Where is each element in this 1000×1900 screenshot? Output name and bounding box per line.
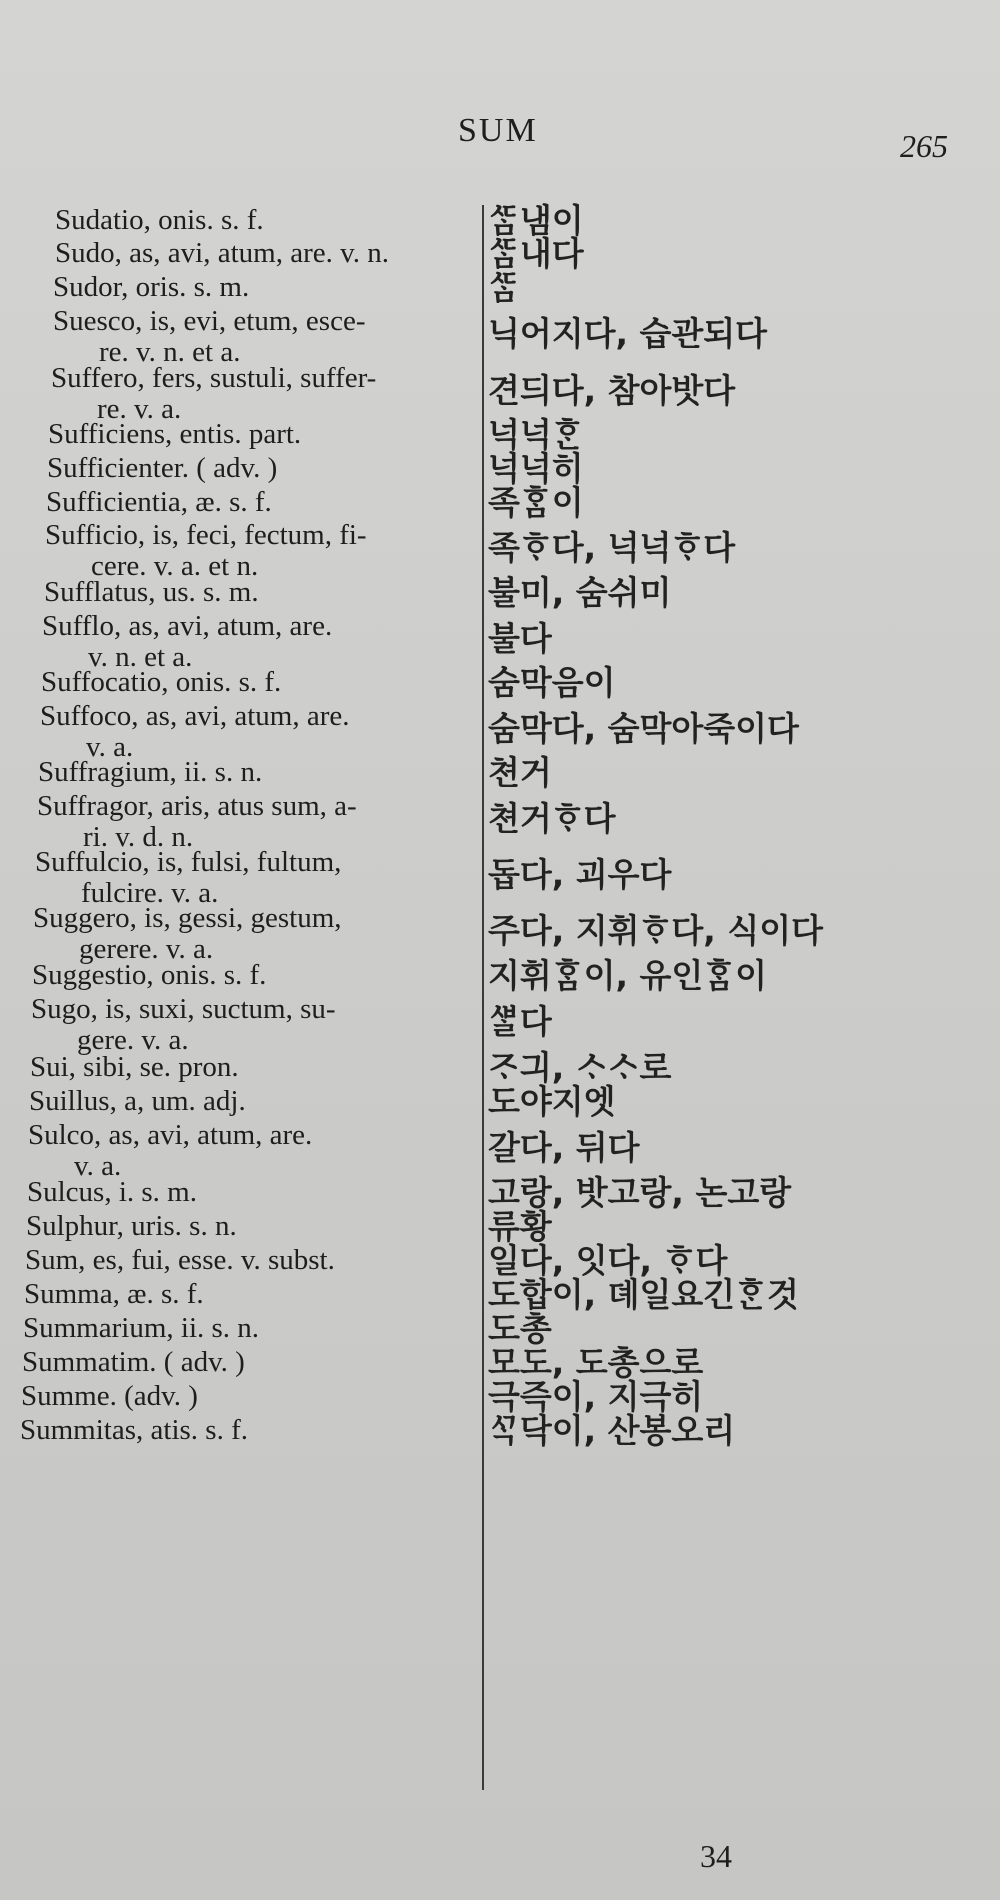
- entry-latin: [53, 272, 249, 303]
- headword-continuation: re. v. a.: [97, 393, 182, 425]
- entry-latin: [25, 1245, 335, 1276]
- entry-korean-definition: ᄭᆞᆨ닥이, 산봉오리: [488, 1411, 736, 1450]
- entry-latin: [41, 667, 281, 698]
- entry-korean-definition: 지휘ᄒᆞᆷ이, 유인ᄒᆞᆷ이: [488, 956, 768, 995]
- entry-latin: [53, 306, 365, 368]
- headword-line: Sufficio, is, feci, fectum, fi-: [45, 519, 367, 551]
- headword-line: Sugo, is, suxi, suctum, su-: [31, 993, 336, 1025]
- entry-latin: [26, 1211, 237, 1242]
- headword-continuation: v. n. et a.: [88, 641, 193, 673]
- entry-korean-definition: 주다, 지휘ᄒᆞ다, 식이다: [488, 911, 823, 950]
- column-divider: [482, 205, 484, 1790]
- entry-korean-definition: 극즉이, 지극히: [488, 1377, 704, 1416]
- entry-latin: [20, 1415, 248, 1446]
- entry-korean-definition: 넉넉ᄒᆞᆫ: [488, 415, 584, 454]
- headword-continuation: re. v. n. et a.: [99, 336, 241, 368]
- headword-line: Sudor, oris. s. m.: [53, 271, 250, 303]
- entry-korean-definition: 도야지엣: [488, 1082, 616, 1121]
- headword-line: Suffragor, aris, atus sum, a-: [37, 790, 357, 822]
- entry-latin: [48, 419, 301, 450]
- entry-latin: [23, 1313, 259, 1344]
- entry-korean-definition: ᄲᆞᆯ다: [488, 1002, 552, 1041]
- entry-korean-definition: 돕다, 괴우다: [488, 855, 672, 894]
- headword-line: Sufflo, as, avi, atum, are.: [42, 610, 333, 642]
- entry-latin: [46, 487, 272, 518]
- headword-line: Sulcus, i. s. m.: [27, 1176, 197, 1208]
- headword-line: Sufflatus, us. s. m.: [44, 576, 259, 608]
- headword-continuation: gerere. v. a.: [79, 933, 214, 965]
- headword-line: Suggestio, onis. s. f.: [32, 959, 267, 991]
- headword-line: Sulco, as, avi, atum, are.: [28, 1119, 313, 1151]
- headword-line: Suesco, is, evi, etum, esce-: [53, 305, 366, 337]
- entry-korean-definition: 고랑, 밧고랑, 논고랑: [488, 1173, 792, 1212]
- headword-line: Summatim. ( adv. ): [22, 1346, 245, 1378]
- entry-latin: [21, 1381, 198, 1412]
- entry-latin: [29, 1086, 246, 1117]
- headword-line: Sudatio, onis. s. f.: [55, 204, 264, 236]
- headword-line: Sufficienter. ( adv. ): [47, 452, 278, 484]
- entry-latin: [47, 453, 277, 484]
- headword-line: Suffulcio, is, fulsi, fultum,: [35, 846, 342, 878]
- headword-line: Suffocatio, onis. s. f.: [41, 666, 282, 698]
- headword-line: Summa, æ. s. f.: [24, 1278, 204, 1310]
- entry-korean-definition: 넉넉히: [488, 449, 584, 488]
- entry-latin: [38, 757, 262, 788]
- entry-korean-definition: 갈다, 뒤다: [488, 1128, 640, 1167]
- entry-korean-definition: 류황: [488, 1207, 552, 1246]
- entry-latin: [55, 238, 389, 269]
- entry-latin: [55, 205, 264, 236]
- entry-latin: [35, 847, 341, 909]
- headword-line: Summarium, ii. s. n.: [23, 1312, 260, 1344]
- headword-continuation: v. a.: [86, 731, 134, 763]
- entry-korean-definition: 도합이, 뎨일요긴ᄒᆞᆫ것: [488, 1275, 799, 1314]
- entry-latin: [22, 1347, 245, 1378]
- headword-line: Sui, sibi, se. pron.: [30, 1051, 239, 1083]
- headword-line: Sufficientia, æ. s. f.: [46, 486, 272, 518]
- entry-korean-definition: 쳔거: [488, 753, 552, 792]
- entry-latin: [40, 701, 350, 763]
- entry-korean-definition: 도총: [488, 1309, 552, 1348]
- page-header-title: SUM: [458, 112, 538, 149]
- headword-line: Sudo, as, avi, atum, are. v. n.: [55, 237, 389, 269]
- entry-korean-definition: ᄯᆞᆷ: [488, 268, 520, 307]
- entry-korean-definition: 불미, 숨쉬미: [488, 573, 672, 612]
- entry-latin: [24, 1279, 204, 1310]
- entry-korean-definition: 일다, 잇다, ᄒᆞ다: [488, 1241, 728, 1280]
- entry-latin: [31, 994, 336, 1056]
- entry-korean-definition: 숨막음이: [488, 663, 616, 702]
- entry-korean-definition: 족ᄒᆞᆷ이: [488, 483, 584, 522]
- headword-line: Suffoco, as, avi, atum, are.: [40, 700, 350, 732]
- headword-continuation: ri. v. d. n.: [83, 821, 194, 853]
- entry-latin: [30, 1052, 239, 1083]
- page-number: 265: [900, 128, 948, 164]
- entry-korean-definition: 족ᄒᆞ다, 넉넉ᄒᆞ다: [488, 528, 736, 567]
- entry-latin: [27, 1177, 197, 1208]
- headword-line: Summe. (adv. ): [21, 1380, 198, 1412]
- headword-continuation: v. a.: [74, 1150, 122, 1182]
- entry-korean-definition: 모도, 도총으로: [488, 1343, 704, 1382]
- entry-latin: [33, 903, 342, 965]
- headword-continuation: cere. v. a. et n.: [91, 550, 259, 582]
- headword-line: Sulphur, uris. s. n.: [26, 1210, 237, 1242]
- headword-line: Suillus, a, um. adj.: [29, 1085, 246, 1117]
- entry-korean-definition: 견듸다, 참아밧다: [488, 371, 736, 410]
- entry-latin: [44, 577, 259, 608]
- signature-mark: 34: [700, 1838, 732, 1874]
- entry-korean-definition: 불다: [488, 619, 552, 658]
- entry-latin: [37, 791, 357, 853]
- entry-latin: [28, 1120, 312, 1182]
- headword-line: Summitas, atis. s. f.: [20, 1414, 248, 1446]
- entry-korean-definition: 쳔거ᄒᆞ다: [488, 799, 616, 838]
- headword-line: Suffero, fers, sustuli, suffer-: [51, 362, 377, 394]
- headword-continuation: gere. v. a.: [77, 1024, 189, 1056]
- headword-line: Suffragium, ii. s. n.: [38, 756, 263, 788]
- entry-korean-definition: ᄯᆞᆷ냄이: [488, 201, 584, 240]
- entry-korean-definition: ᄯᆞᆷ내다: [488, 234, 584, 273]
- entry-korean-definition: 닉어지다, 습관되다: [488, 314, 768, 353]
- entry-latin: [51, 363, 376, 425]
- headword-line: Sufficiens, entis. part.: [48, 418, 302, 450]
- headword-line: Suggero, is, gessi, gestum,: [33, 902, 342, 934]
- entry-latin: [32, 960, 266, 991]
- headword-continuation: fulcire. v. a.: [81, 877, 219, 909]
- entry-korean-definition: 숨막다, 숨막아죽이다: [488, 709, 799, 748]
- entry-korean-definition: ᄌᆞ긔, ᄉᆞᄉᆞ로: [488, 1048, 672, 1087]
- headword-line: Sum, es, fui, esse. v. subst.: [25, 1244, 335, 1276]
- entry-latin: [42, 611, 332, 673]
- entry-latin: [45, 520, 367, 582]
